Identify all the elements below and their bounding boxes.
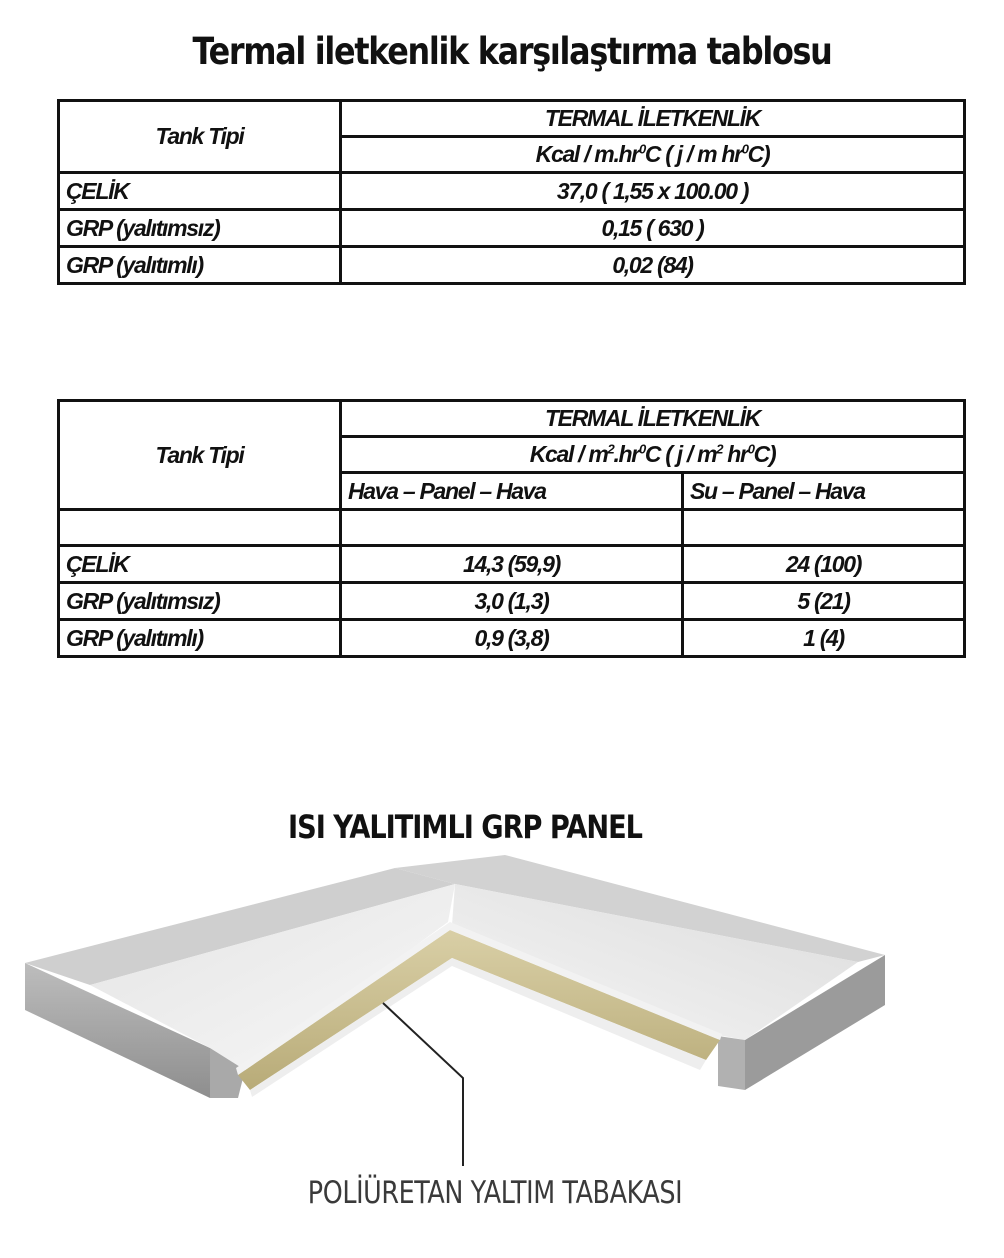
tank-type-header: Tank Tipi (59, 401, 341, 510)
value-cell: 24 (100) (683, 546, 965, 583)
callout-line (383, 1003, 463, 1166)
tank-type-cell: ÇELİK (59, 173, 341, 210)
value-cell: 0,9 (3,8) (341, 620, 683, 657)
value-cell: 0,02 (84) (341, 247, 965, 284)
panel-caption: POLİÜRETAN YALTIM TABAKASI (307, 1175, 683, 1211)
thermal-conductivity-table (57, 99, 966, 285)
page-title: Termal iletkenlik karşılaştırma tablosu (192, 30, 832, 73)
air-panel-air-header: Hava – Panel – Hava (341, 473, 683, 510)
thermal-conductivity-header: TERMAL İLETKENLİK (341, 101, 965, 137)
empty-row (59, 510, 965, 546)
empty-cell (341, 510, 683, 546)
water-panel-air-header: Su – Panel – Hava (683, 473, 965, 510)
value-cell: 3,0 (1,3) (341, 583, 683, 620)
empty-cell (59, 510, 341, 546)
tank-type-cell: GRP (yalıtımsız) (59, 583, 341, 620)
value-cell: 1 (4) (683, 620, 965, 657)
unit-header: Kcal / $m^2.hr^0C$ ( j / $m^2$ $hr^0C$) (341, 437, 965, 473)
tank-type-cell: GRP (yalıtımsız) (59, 210, 341, 247)
tank-type-cell: GRP (yalıtımlı) (59, 620, 341, 657)
value-cell: 37,0 ( 1,55 x 100.00 ) (341, 173, 965, 210)
thermal-conductivity-header: TERMAL İLETKENLİK (341, 401, 965, 437)
thermal-transmittance-table (57, 399, 966, 658)
grp-panel-illustration (0, 850, 1004, 1180)
tank-type-cell: GRP (yalıtımlı) (59, 247, 341, 284)
table-row (59, 247, 965, 284)
table-row (59, 583, 965, 620)
table-row (59, 546, 965, 583)
empty-cell (683, 510, 965, 546)
table-row (59, 173, 965, 210)
table-row (59, 210, 965, 247)
value-cell: 14,3 (59,9) (341, 546, 683, 583)
value-cell: 0,15 ( 630 ) (341, 210, 965, 247)
table-row (59, 620, 965, 657)
value-cell: 5 (21) (683, 583, 965, 620)
tank-type-cell: ÇELİK (59, 546, 341, 583)
unit-header: Kcal / $m.hr^0C$ ( j / m $hr^0C$) (341, 137, 965, 173)
tank-type-header: Tank Tipi (59, 101, 341, 173)
panel-title: ISI YALITIMLI GRP PANEL (288, 808, 642, 846)
